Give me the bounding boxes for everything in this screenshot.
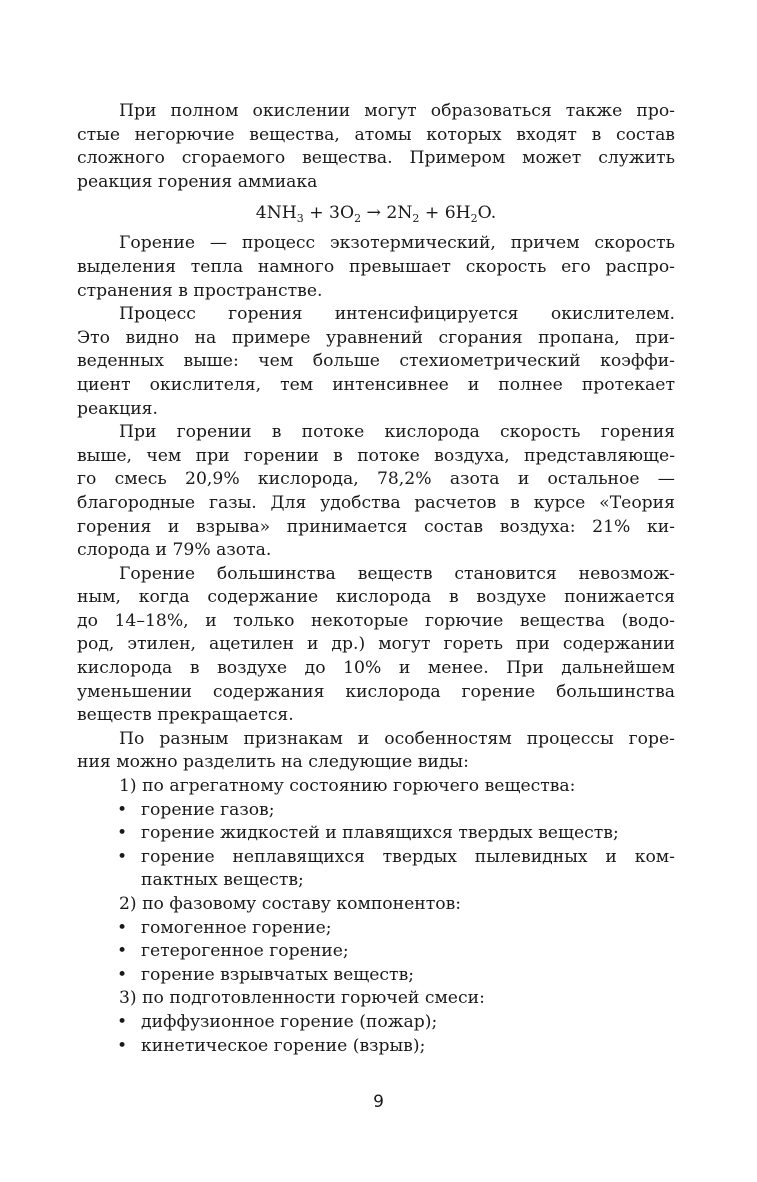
bullet-icon: • bbox=[117, 799, 128, 820]
text-line: выше, чем при горении в потоке воздуха, представляюще- bbox=[77, 445, 675, 466]
text-line: Горение большинства веществ становится невозмож- bbox=[119, 563, 675, 584]
list-item-text: пактных веществ; bbox=[141, 870, 304, 891]
equation-subscript: 2 bbox=[354, 212, 362, 226]
paragraph-1 bbox=[77, 100, 675, 194]
bullet-icon: • bbox=[117, 823, 128, 844]
page-number: 9 bbox=[373, 1092, 384, 1112]
text-line: сложного сгораемого вещества. Примером может служить bbox=[77, 148, 675, 169]
list-item-text: гетерогенное горение; bbox=[141, 941, 349, 962]
paragraph-4 bbox=[77, 421, 675, 563]
equation-part: → 2N bbox=[361, 203, 413, 224]
list-item bbox=[77, 799, 675, 823]
text-line: уменьшении содержания кислорода горение большинства bbox=[77, 681, 675, 702]
text-line: горения и взрыва» принимается состав воздуха: 21% ки- bbox=[77, 516, 675, 537]
equation-subscript: 3 bbox=[296, 212, 304, 226]
text-line: реакция горения аммиака bbox=[77, 171, 318, 192]
bullet-icon: • bbox=[117, 846, 128, 867]
bullet-icon: • bbox=[117, 1035, 128, 1056]
paragraph-3 bbox=[77, 303, 675, 421]
text-line: веществ прекращается. bbox=[77, 705, 294, 726]
list-item bbox=[77, 822, 675, 846]
text-line: слорода и 79% азота. bbox=[77, 540, 272, 561]
text-line: выделения тепла намного превышает скорость его распро- bbox=[77, 256, 675, 277]
list-item bbox=[77, 917, 675, 941]
equation-subscript: 2 bbox=[470, 212, 478, 226]
bullet-icon: • bbox=[117, 941, 128, 962]
text-line: По разным признакам и особенностям процессы горе- bbox=[119, 728, 675, 749]
text-line: ния можно разделить на следующие виды: bbox=[77, 752, 469, 773]
text-line: Горение — процесс экзотермический, причем скорость bbox=[119, 233, 675, 254]
paragraph-5 bbox=[77, 563, 675, 728]
list-item-text: горение газов; bbox=[141, 799, 275, 820]
list-item bbox=[77, 1011, 675, 1035]
text-line: род, этилен, ацетилен и др.) могут гореть при содержании bbox=[77, 634, 675, 655]
list-item-text: гомогенное горение; bbox=[141, 917, 332, 938]
text-line: Это видно на примере уравнений сгорания пропана, при- bbox=[77, 327, 675, 348]
numbered-item: 2) по фазовому составу компонентов: bbox=[119, 894, 462, 914]
text-line: го смесь 20,9% кислорода, 78,2% азота и остальное — bbox=[77, 469, 675, 490]
bullet-icon: • bbox=[117, 964, 128, 985]
text-line: При полном окислении могут образоваться также про- bbox=[119, 101, 675, 121]
paragraph-6 bbox=[77, 728, 675, 775]
equation-part: 4NH bbox=[255, 203, 297, 224]
text-line: Процесс горения интенсифицируется окислителем. bbox=[119, 304, 675, 325]
list-item-continuation bbox=[77, 869, 675, 893]
numbered-item: 3) по подготовленности горючей смеси: bbox=[119, 988, 485, 1009]
equation-part: + 6H bbox=[419, 203, 471, 224]
bullet-icon: • bbox=[117, 917, 128, 938]
equation-subscript: 2 bbox=[412, 212, 420, 226]
equation-part: + 3O bbox=[303, 203, 355, 224]
paragraph-2 bbox=[77, 232, 675, 303]
page-body bbox=[77, 100, 675, 1058]
chemical-equation bbox=[77, 194, 675, 232]
text-line: стые негорючие вещества, атомы которых входят в состав bbox=[77, 124, 675, 145]
list-item-text: горение неплавящихся твердых пылевидных и ком- bbox=[141, 846, 675, 867]
list-item-text: горение взрывчатых веществ; bbox=[141, 964, 415, 985]
text-line: циент окислителя, тем интенсивнее и полнее протекает bbox=[77, 374, 675, 395]
equation-part: O. bbox=[477, 203, 497, 224]
text-line: до 14–18%, и только некоторые горючие вещества (водо- bbox=[77, 610, 675, 631]
list-item-text: кинетическое горение (взрыв); bbox=[141, 1035, 426, 1056]
list-item bbox=[77, 1035, 675, 1059]
bullet-icon: • bbox=[117, 1011, 128, 1032]
list-item bbox=[77, 940, 675, 964]
classification-list bbox=[77, 775, 675, 1058]
text-line: При горении в потоке кислорода скорость горения bbox=[119, 422, 675, 443]
list-item bbox=[77, 846, 675, 870]
text-line: благородные газы. Для удобства расчетов в курсе «Теория bbox=[77, 492, 675, 513]
list-item-text: диффузионное горение (пожар); bbox=[141, 1011, 438, 1032]
text-line: кислорода в воздухе до 10% и менее. При дальнейшем bbox=[77, 658, 675, 679]
text-line: ным, когда содержание кислорода в воздухе понижается bbox=[77, 587, 675, 608]
numbered-item: 1) по агрегатному состоянию горючего вещества: bbox=[119, 776, 576, 797]
list-item bbox=[77, 964, 675, 988]
list-item-text: горение жидкостей и плавящихся твердых веществ; bbox=[141, 823, 619, 844]
text-line: реакция. bbox=[77, 398, 158, 419]
text-line: веденных выше: чем больше стехиометрический коэффи- bbox=[77, 351, 675, 372]
text-line: странения в пространстве. bbox=[77, 280, 323, 301]
